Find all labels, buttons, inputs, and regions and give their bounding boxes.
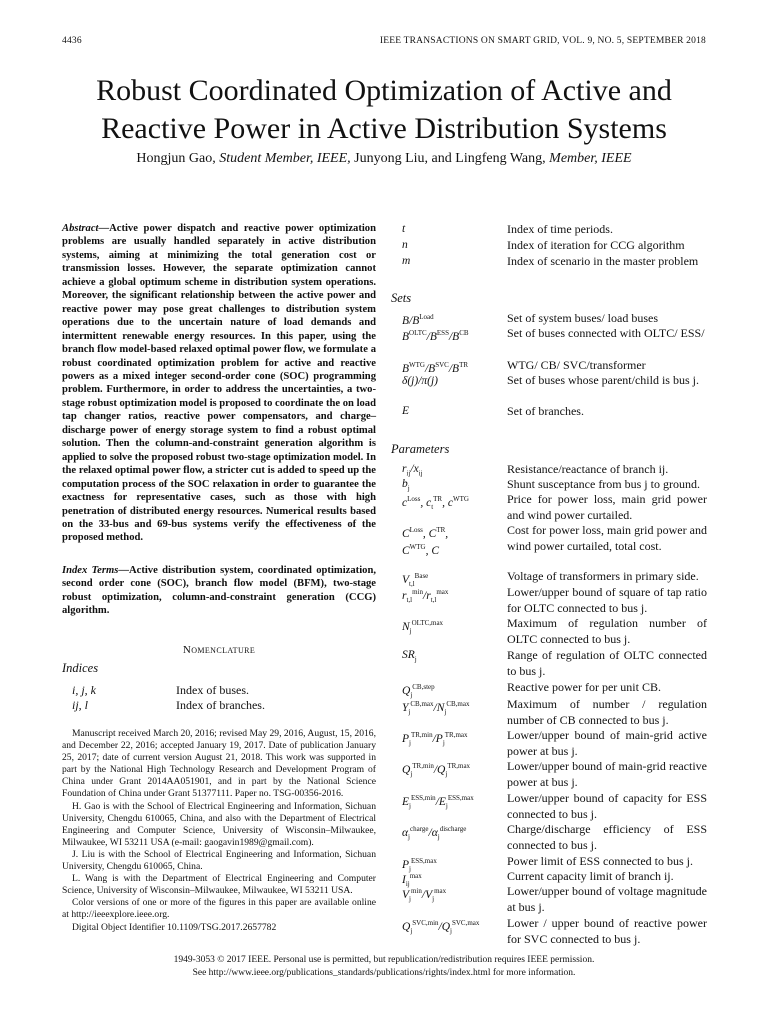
symbol-oltc-ess-cb: $B^{OLTC}/B^{ESS}/B^{CB}$ (402, 329, 469, 343)
definition: Set of system buses/ load buses (507, 311, 658, 325)
symbol-costs: $C^{Loss}$, $C^{TR}$, $C^{WTG}$, C (402, 526, 449, 557)
symbol-r-x: $r_{ij}/x_{ij}$ (402, 463, 423, 478)
definition: Index of iteration for CCG algorithm (507, 238, 685, 252)
symbol-tap-ratio: $r_{t,l}^{min}/r_{t,l}^{max}$ (402, 588, 449, 605)
indices-heading: Indices (62, 661, 99, 675)
symbol-n-oltc: $N_j^{OLTC,max}$ (402, 619, 444, 636)
symbol-v-base: $V_{t,l}^{Base}$ (402, 572, 429, 589)
symbol-p-ess-max: $P_j^{ESS,max}$ (402, 857, 437, 874)
journal-header: IEEE TRANSACTIONS ON SMART GRID, VOL. 9, NO. 5, SEPTEMBER 2018 (379, 36, 706, 46)
page-number: 4436 (62, 36, 82, 46)
definition: Reactive power for per unit CB. (507, 680, 661, 694)
index-definition: Index of branches. (176, 698, 265, 712)
definition: Lower/upper bound of capacity for ESS connected to bus j. (507, 791, 707, 821)
author-1-role: Student Member, IEEE, (219, 151, 351, 166)
title-line-1: Robust Coordinated Optimization of Active and (96, 74, 672, 107)
sets-heading: Sets (391, 291, 412, 305)
symbol-i-max: $I_{ij}^{max}$ (402, 872, 422, 889)
index-terms-label: Index Terms (62, 565, 119, 576)
index-definition: Index of buses. (176, 683, 249, 697)
footnote: Manuscript received March 20, 2016; revised May 29, 2016, August, 15, 2016, and December 22, 2016; accepted January 19, 2017. Date of publication January 25, 2017; date of current version August 21, 2018. This work was supported in part by the National High Technology Research and Development Program of China under Grant 2014AA051901, and in part by the National Science Foundation of China under Grant 51377111. Paper no. TSG-00356-2016. (62, 728, 376, 800)
symbol-b: $b_j$ (402, 478, 410, 493)
author-list (40, 151, 728, 167)
author-2-3: Junyong Liu, and Lingfeng Wang, (354, 151, 546, 166)
symbol-m: m (402, 255, 411, 267)
author-3-role: Member, IEEE (549, 151, 632, 166)
definition: Price for power loss, main grid power and wind power curtailed. (507, 492, 707, 522)
symbol-q-cb-step: $Q_j^{CB,step}$ (402, 683, 435, 700)
definition: Maximum of number / regulation number of CB connected to bus j. (507, 697, 707, 727)
definition: Cost for power loss, main grid power and wind power curtailed, total cost. (507, 523, 707, 553)
symbol-wtg-svc-tr: $B^{WTG}/B^{SVC}/B^{TR}$ (402, 361, 469, 375)
copyright-line: 1949-3053 © 2017 IEEE. Personal use is permitted, but republication/redistribution requires IEEE permission. (173, 955, 595, 965)
index-symbol: ij, l (72, 698, 89, 712)
author-1: Hongjun Gao, (136, 151, 216, 166)
definition: Resistance/reactance of branch ij. (507, 462, 669, 476)
definition: Current capacity limit of branch ij. (507, 869, 674, 883)
symbol-bus-sets: $B/B^{Load}$ (402, 313, 434, 327)
definition: Lower/upper bound of main-grid active power at bus j. (507, 728, 707, 758)
symbol-n: n (402, 239, 408, 251)
nomenclature-heading: Nomenclature (182, 644, 256, 656)
definition: Lower/upper bound of square of tap ratio for OLTC connected to bus j. (507, 585, 707, 615)
definition: Set of buses connected with OLTC/ ESS/ (507, 326, 705, 340)
definition: Maximum of regulation number of OLTC connected to bus j. (507, 616, 707, 646)
definition: Voltage of transformers in primary side. (507, 569, 699, 583)
definition: Lower / upper bound of reactive power for SVC connected to bus j. (507, 916, 707, 946)
footnotes (62, 728, 376, 934)
abstract (62, 222, 376, 545)
parameters-heading: Parameters (391, 442, 450, 456)
definition: WTG/ CB/ SVC/transformer (507, 358, 646, 372)
footnote: L. Wang is with the Department of Electrical Engineering and Computer Science, University of Wisconsin–Milwaukee, Milwaukee, WI 53211 USA. (62, 873, 376, 897)
paper-title (40, 72, 728, 148)
symbol-parent-child: δ(j)/π(j) (402, 375, 439, 387)
symbol-q-svc: $Q_j^{SVC,min}/Q_j^{SVC,max}$ (402, 919, 480, 936)
definition: Charge/discharge efficiency of ESS connected to bus j. (507, 822, 707, 852)
symbol-sr: $SR_j$ (402, 649, 417, 664)
definition: Set of branches. (507, 404, 584, 418)
index-terms (62, 564, 376, 618)
abstract-text: —Active power dispatch and reactive power optimization problems are usually handled separately in active distribution systems, aiming at minimizing the total generation cost or transmission losses. However, the separate optimization cannot achieve a global optimum scheme in distribution system operations. Moreover, the significant relationship between the active power and reactive power may pose great challenges to distribution system operations due to the uncertain nature of load demands and intermittent renewable energy resources. In this paper, using the branch flow model-based relaxed optimal power flow, we formulate a robust coordinated optimization problem for active and reactive powers as a mixed integer second-order cone (SOC) programming problem. Furthermore, in order to address the uncertainties, a two-stage robust optimization model is proposed to coordinate the on load tap changer ratios, reactive power compensators, and charge–discharge power of energy storage system to find a robust optimal solution. Then the column-and-constraint generation algorithm is applied to solve the proposed robust two-stage optimization model. In the relaxed optimal power flow, a stricter cut is added to speed up the computation process of the SOC relaxation in order to guarantee the exactness for representative cases, such as those with high penetration of distributed energy resources. Numerical results based on the 33-bus and 69-bus systems verify the effectiveness of the proposed method. (62, 223, 376, 544)
symbol-e-ess: $E_j^{ESS,min}/E_j^{ESS,max}$ (402, 794, 474, 811)
symbol-prices: $c^{Loss}$, $c_t^{TR}$, $c^{WTG}$ (402, 495, 469, 512)
definition: Power limit of ESS connected to bus j. (507, 854, 693, 868)
definition: Lower/upper bound of voltage magnitude at bus j. (507, 884, 707, 914)
index-terms-text: —Active distribution system, coordinated optimization, second order cone (SOC), branch flow model (BFM), two-stage robust optimization, column-and-constraint generation (CCG) algorithm. (62, 565, 376, 617)
footnote: H. Gao is with the School of Electrical Engineering and Information, Sichuan University, Chengdu 610065, China, and also with the Department of Electrical Engineering and Computer Science, University of Wisconsin–Milwaukee, Milwaukee, WI 53211 USA (e-mail: gaogavin1989@gmail.com). (62, 800, 376, 848)
definition: Index of time periods. (507, 222, 613, 236)
symbol-t: t (402, 223, 406, 235)
definition: Lower/upper bound of main-grid reactive power at bus j. (507, 759, 707, 789)
definition: Range of regulation of OLTC connected to bus j. (507, 648, 707, 678)
abstract-label: Abstract (62, 223, 99, 234)
footnote: J. Liu is with the School of Electrical Engineering and Information, Sichuan University, Chengdu 610065, China. (62, 848, 376, 873)
symbol-cb-max: $Y_j^{CB,max}/N_j^{CB,max}$ (402, 700, 470, 717)
symbol-v-bounds: $V_j^{min}/V_j^{max}$ (402, 887, 447, 904)
symbol-branches: E (402, 405, 410, 417)
copyright-footer (40, 954, 728, 980)
definition: Shunt susceptance from bus j to ground. (507, 477, 700, 491)
definition: Set of buses whose parent/child is bus j. (507, 373, 699, 387)
symbol-p-tr: $P_j^{TR,min}/P_j^{TR,max}$ (402, 731, 468, 748)
symbol-alpha: $\alpha_j^{charge}/\alpha_j^{discharge}$ (402, 825, 467, 842)
footnote: Color versions of one or more of the figures in this paper are available online at http://ieeexplore.ieee.org. (62, 897, 376, 921)
title-line-2: Reactive Power in Active Distribution Systems (101, 112, 667, 145)
footnote: Digital Object Identifier 10.1109/TSG.2017.2657782 (72, 921, 277, 933)
rights-line: See http://www.ieee.org/publications_standards/publications/rights/index.html for more information. (192, 968, 576, 978)
definition: Index of scenario in the master problem (507, 254, 699, 268)
symbol-q-tr: $Q_j^{TR,min}/Q_j^{TR,max}$ (402, 762, 471, 779)
index-symbol: i, j, k (72, 683, 96, 697)
